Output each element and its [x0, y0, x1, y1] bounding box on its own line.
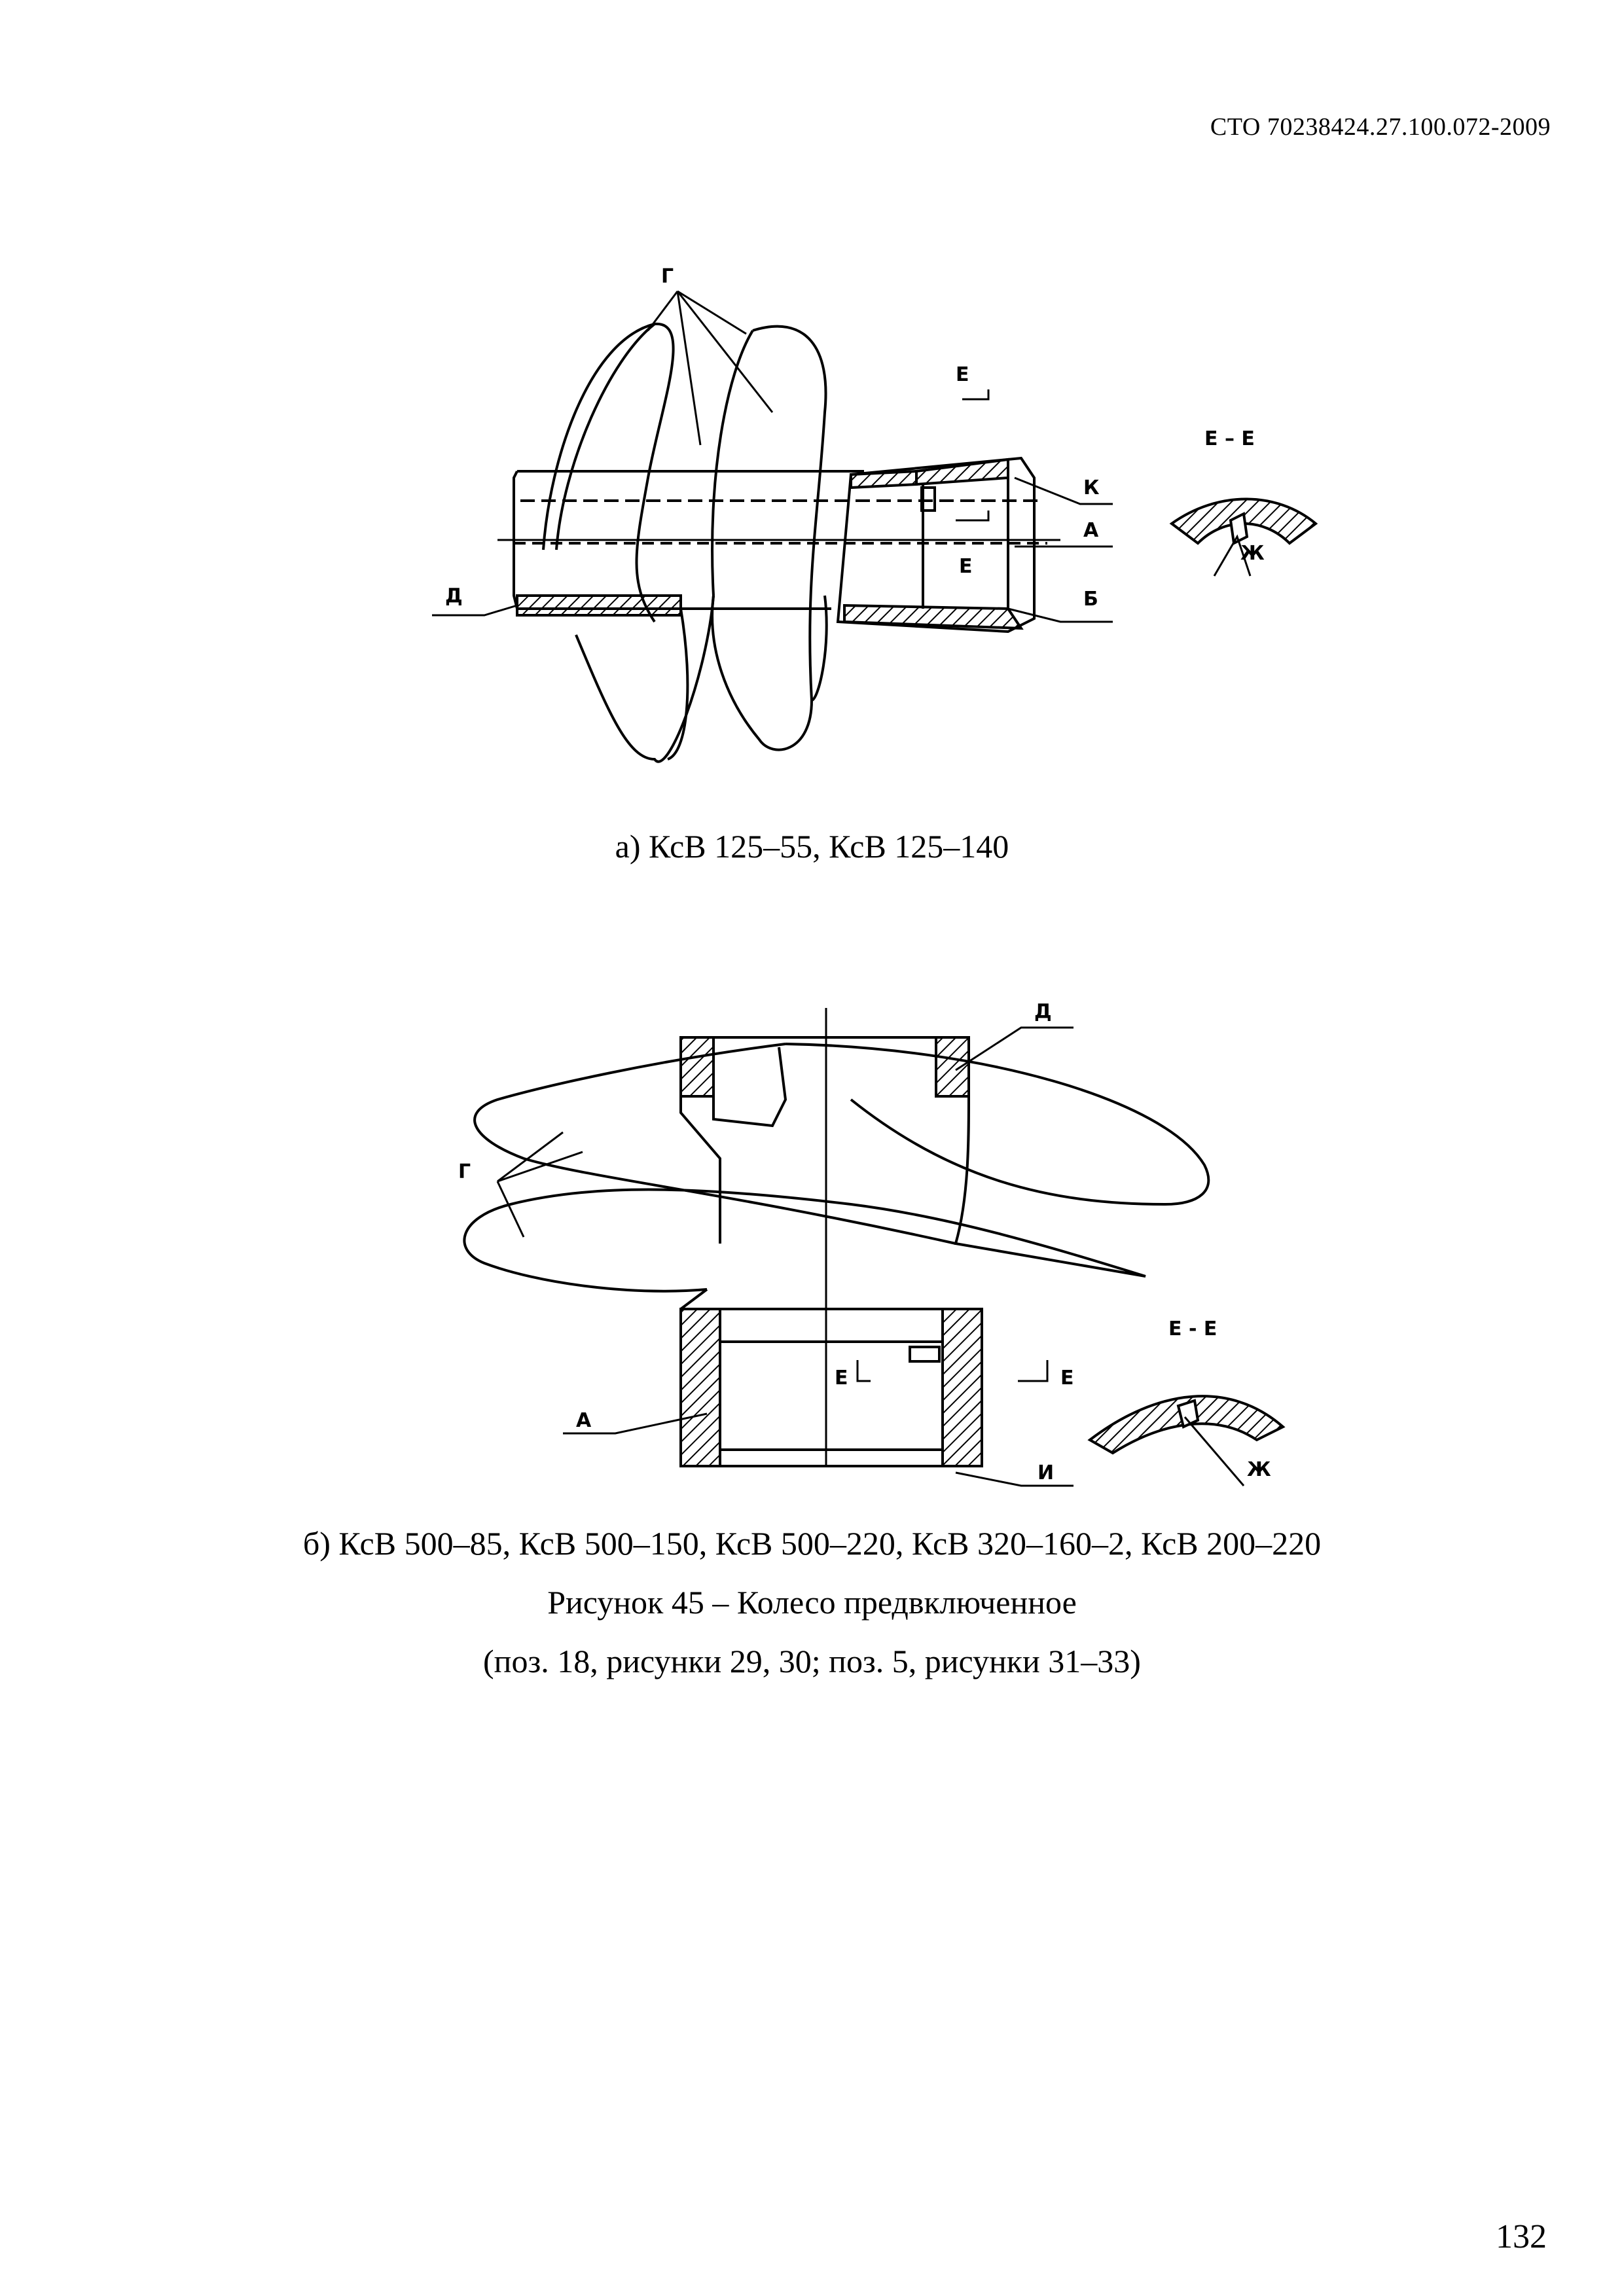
label-e-right: Е: [1060, 1367, 1074, 1390]
label-a: А: [576, 1409, 592, 1432]
label-section-e-e: Е - Е: [1168, 1318, 1218, 1340]
page-number: 132: [1496, 2218, 1547, 2255]
label-d: Д: [445, 584, 463, 607]
label-b: Б: [1083, 588, 1098, 611]
document-code: СТО 70238424.27.100.072-2009: [1210, 113, 1551, 141]
label-d: Д: [1034, 1000, 1052, 1023]
label-i: И: [1038, 1462, 1055, 1484]
figure-b-svg: [0, 969, 1624, 1492]
label-k: К: [1083, 476, 1100, 499]
label-a: А: [1083, 519, 1099, 542]
figure-title: Рисунок 45 – Колесо предвключенное: [547, 1584, 1077, 1621]
label-g: Г: [458, 1160, 471, 1183]
label-zh: Ж: [1247, 1458, 1271, 1481]
figure-a-caption: а) КсВ 125–55, КсВ 125–140: [615, 828, 1009, 865]
label-e-left: Е: [835, 1367, 848, 1390]
label-zh: Ж: [1240, 542, 1265, 565]
label-g: Г: [661, 265, 674, 288]
figure-b-drawing: [0, 969, 1624, 1492]
figure-a-drawing: [0, 242, 1624, 812]
label-e-top: Е: [956, 363, 969, 386]
figure-reference: (поз. 18, рисунки 29, 30; поз. 5, рисунки 31–33): [483, 1643, 1141, 1679]
label-e-bottom: Е: [959, 555, 973, 578]
figure-a-svg: [0, 242, 1624, 812]
label-section-e-e: Е – Е: [1204, 427, 1255, 450]
figure-b-caption: б) КсВ 500–85, КсВ 500–150, КсВ 500–220, КсВ 320–160–2, КсВ 200–220: [302, 1525, 1322, 1562]
